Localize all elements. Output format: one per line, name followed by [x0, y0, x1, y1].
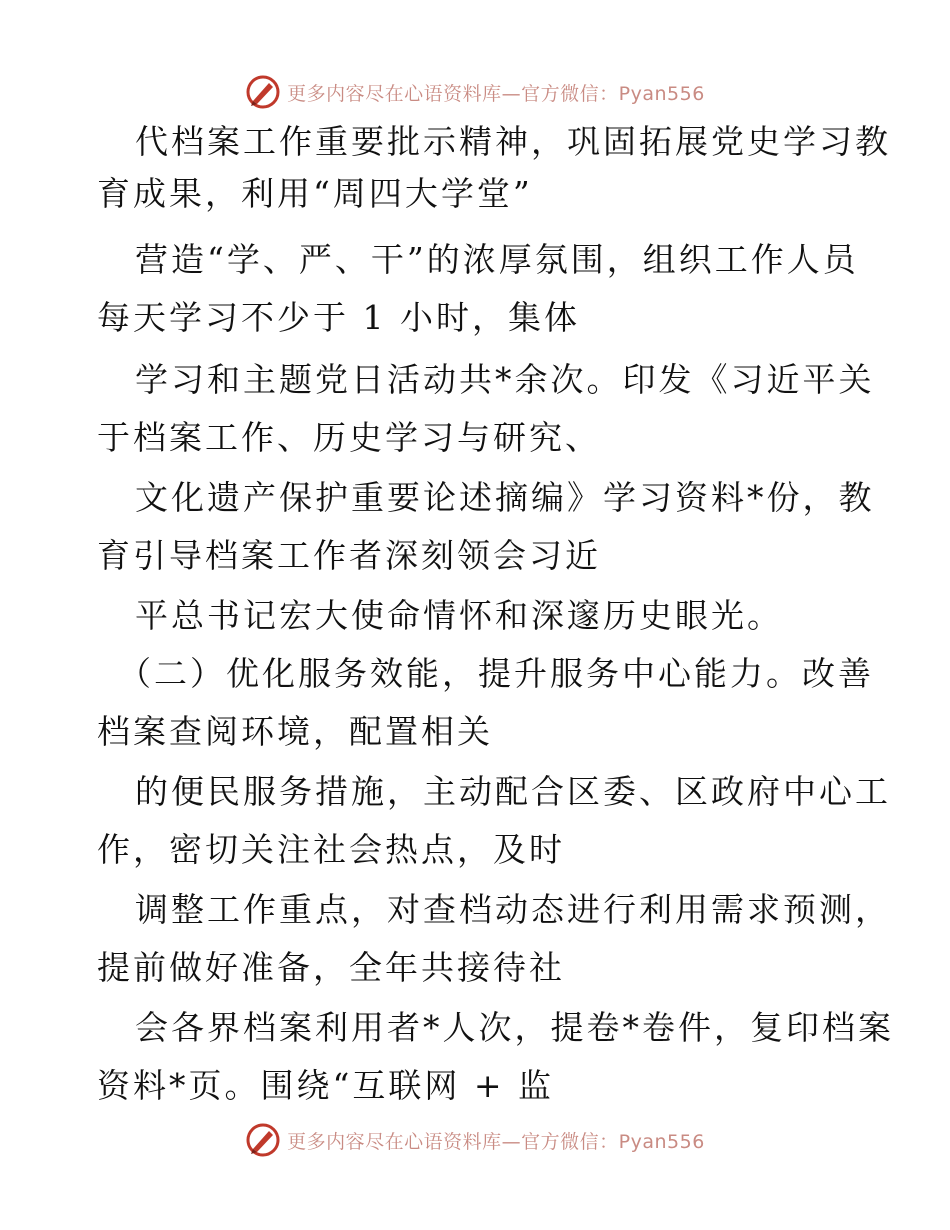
text-line: 资料*页。围绕“互联网 + 监 [97, 1066, 555, 1105]
pen-circle-logo-icon [245, 74, 281, 110]
text-line: 于档案工作、历史学习与研究、 [97, 418, 601, 457]
text-line: 提前做好准备，全年共接待社 [97, 948, 565, 987]
text-line: 育成果，利用“周四大学堂” [97, 174, 533, 213]
text-line: 营造“学、严、干”的浓厚氛围，组织工作人员 [135, 240, 859, 279]
watermark-text: 更多内容尽在心语资料库—官方微信：Pyan556 [287, 1130, 705, 1153]
footer-watermark [0, 1120, 950, 1160]
text-line: （二）优化服务效能，提升服务中心能力。改善 [118, 654, 874, 693]
text-line: 代档案工作重要批示精神，巩固拓展党史学习教 [135, 122, 891, 161]
text-line: 调整工作重点，对查档动态进行利用需求预测， [135, 890, 891, 929]
pen-circle-logo-icon [245, 1122, 281, 1158]
text-line: 文化遗产保护重要论述摘编》学习资料*份，教 [135, 478, 875, 517]
text-line: 作，密切关注社会热点，及时 [97, 830, 565, 869]
text-line: 平总书记宏大使命情怀和深邃历史眼光。 [135, 596, 783, 635]
text-line: 档案查阅环境，配置相关 [97, 712, 493, 751]
text-line: 育引导档案工作者深刻领会习近 [97, 536, 601, 575]
text-line: 每天学习不少于 1 小时，集体 [97, 298, 580, 337]
watermark-text: 更多内容尽在心语资料库—官方微信：Pyan556 [287, 82, 705, 105]
header-watermark [0, 72, 950, 112]
text-line: 学习和主题党日活动共*余次。印发《习近平关 [135, 360, 875, 399]
text-line: 的便民服务措施，主动配合区委、区政府中心工 [135, 772, 891, 811]
text-line: 会各界档案利用者*人次，提卷*卷件，复印档案 [135, 1008, 894, 1047]
